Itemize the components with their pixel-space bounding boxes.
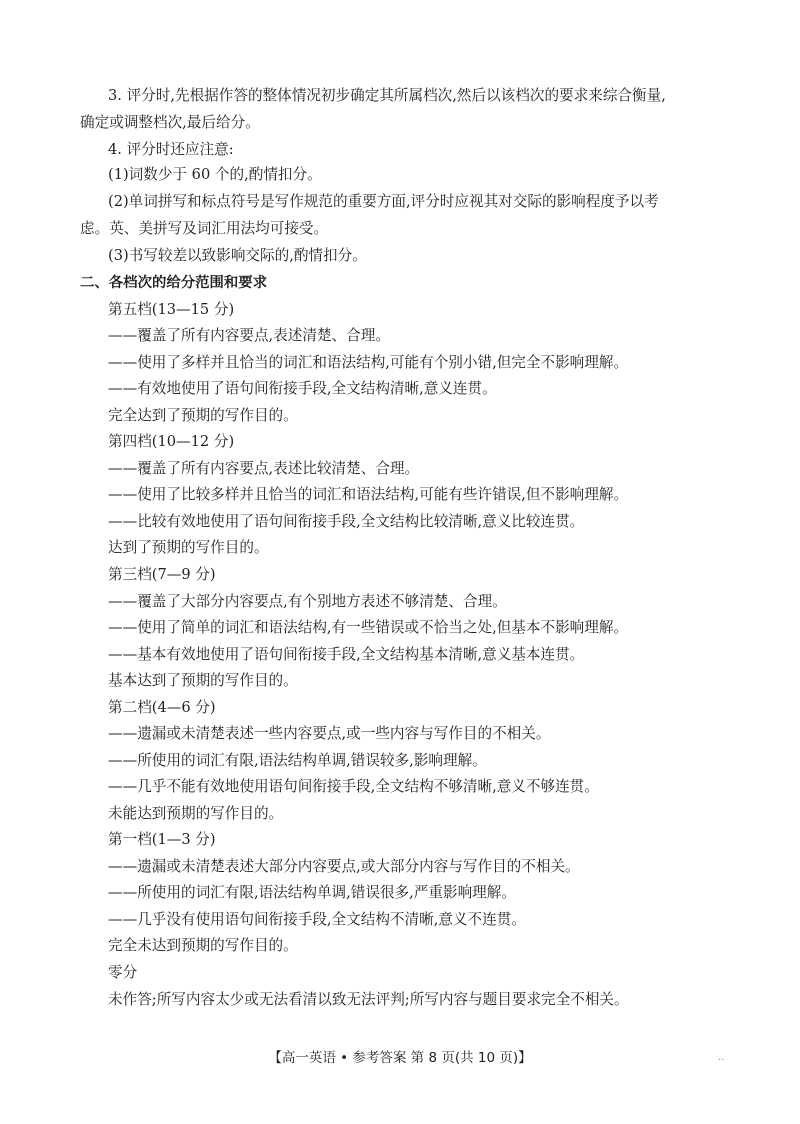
note-3: (3)书写较差以致影响交际的,酌情扣分。 — [108, 247, 367, 264]
grade-title: 第一档(1—3 分) — [108, 831, 216, 848]
grade-criterion: ——有效地使用了语句间衔接手段,全文结构清晰,意义连贯。 — [108, 380, 497, 397]
grade-criterion: ——几乎不能有效地使用语句间衔接手段,全文结构不够清晰,意义不够连贯。 — [108, 778, 599, 795]
grade-criterion: ——遗漏或未清楚表述一些内容要点,或一些内容与写作目的不相关。 — [108, 725, 551, 742]
rule-3-line-1: 3. 评分时,先根据作答的整体情况初步确定其所属档次,然后以该档次的要求来综合衡量, — [108, 87, 666, 104]
grade-criterion: ——使用了比较多样并且恰当的词汇和语法结构,可能有些许错误,但不影响理解。 — [108, 486, 629, 503]
grade-title: 第三档(7—9 分) — [108, 566, 216, 583]
grade-criterion: ——遗漏或未清楚表述大部分内容要点,或大部分内容与写作目的不相关。 — [108, 858, 580, 875]
note-2-line-2: 虑。英、美拼写及词汇用法均可接受。 — [80, 220, 329, 237]
grade-title: 第五档(13—15 分) — [108, 301, 235, 318]
grade-criterion: ——基本有效地使用了语句间衔接手段,全文结构基本清晰,意义基本连贯。 — [108, 646, 585, 663]
grade-summary: 完全达到了预期的写作目的。 — [108, 407, 298, 424]
grade-summary: 完全未达到预期的写作目的。 — [108, 937, 298, 954]
note-1: (1)词数少于 60 个的,酌情扣分。 — [108, 166, 322, 183]
grade-criterion: ——覆盖了所有内容要点,表述比较清楚、合理。 — [108, 460, 420, 477]
rule-3-line-2: 确定或调整档次,最后给分。 — [80, 114, 260, 131]
grade-criterion: ——几乎没有使用语句间衔接手段,全文结构不清晰,意义不连贯。 — [108, 911, 526, 928]
note-2-line-1: (2)单词拼写和标点符号是写作规范的重要方面,评分时应视其对交际的影响程度予以考 — [108, 193, 659, 210]
page-footer: 【高一英语 • 参考答案 第 8 页(共 10 页)】 — [268, 1050, 532, 1066]
corner-mark: .. — [718, 1052, 725, 1063]
grade-criterion: ——使用了多样并且恰当的词汇和语法结构,可能有个别小错,但完全不影响理解。 — [108, 354, 629, 371]
grade-summary: 未能达到预期的写作目的。 — [108, 805, 284, 822]
grade-title: 第二档(4—6 分) — [108, 699, 216, 716]
zero-text: 未作答;所写内容太少或无法看清以致无法评判;所写内容与题目要求完全不相关。 — [108, 991, 629, 1008]
grade-summary: 达到了预期的写作目的。 — [108, 539, 269, 556]
section-heading: 二、各档次的给分范围和要求 — [80, 275, 268, 291]
rule-4-title: 4. 评分时还应注意: — [108, 141, 234, 158]
grade-title: 第四档(10—12 分) — [108, 433, 235, 450]
zero-title: 零分 — [108, 964, 138, 981]
grade-criterion: ——覆盖了所有内容要点,表述清楚、合理。 — [108, 327, 390, 344]
grade-criterion: ——所使用的词汇有限,语法结构单调,错误很多,严重影响理解。 — [108, 884, 516, 901]
grade-summary: 基本达到了预期的写作目的。 — [108, 672, 298, 689]
grade-criterion: ——比较有效地使用了语句间衔接手段,全文结构比较清晰,意义比较连贯。 — [108, 513, 585, 530]
grade-criterion: ——所使用的词汇有限,语法结构单调,错误较多,影响理解。 — [108, 752, 487, 769]
grade-criterion: ——覆盖了大部分内容要点,有个别地方表述不够清楚、合理。 — [108, 593, 507, 610]
grade-criterion: ——使用了简单的词汇和语法结构,有一些错误或不恰当之处,但基本不影响理解。 — [108, 619, 629, 636]
